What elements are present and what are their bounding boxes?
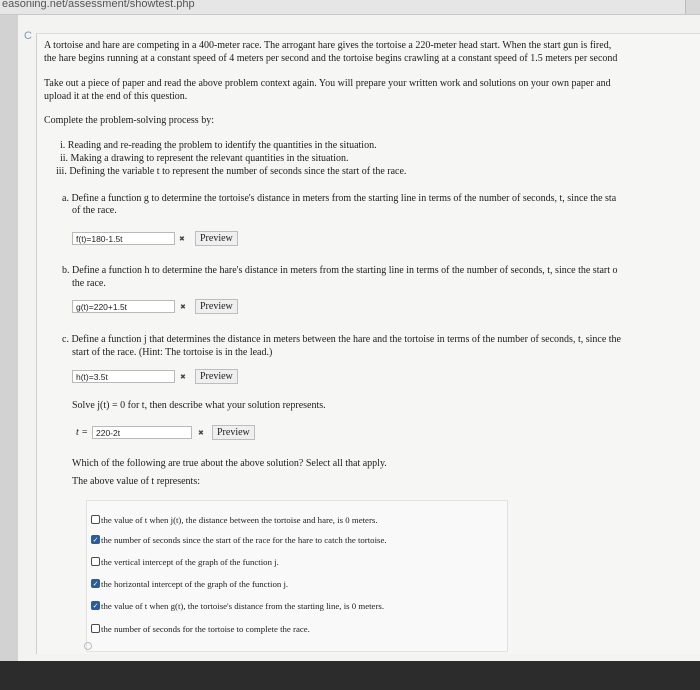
complete-instructions: Complete the problem-solving process by: [44, 115, 214, 126]
part-a-answer-input[interactable]: f(t)=180-1.5t [72, 232, 175, 245]
paper-instructions-line2: upload it at the end of this question. [44, 91, 188, 102]
part-a-incorrect-icon: ✖ [179, 235, 185, 243]
option-6-label[interactable]: the number of seconds for the tortoise to complete the race. [101, 624, 310, 634]
screen-bottom-bezel [0, 661, 700, 690]
represents-label: The above value of t represents: [72, 476, 201, 487]
problem-text-line1: A tortoise and hare are competing in a 400-meter race. The arrogant hare gives the tortoise a 220-meter head start. When the start gun is fired, [44, 40, 612, 51]
option-6-checkbox[interactable] [91, 624, 100, 633]
option-2-label[interactable]: the number of seconds since the start of the race for the hare to catch the tortoise. [101, 535, 387, 545]
problem-text-line2: the hare begins running at a constant speed of 4 meters per second and the tortoise begins crawling at a constant speed of 1.5 meters per second [44, 53, 618, 64]
solve-instructions: Solve j(t) = 0 for t, then describe what your solution represents. [72, 400, 326, 411]
url-text[interactable]: easoning.net/assessment/showtest.php [2, 0, 195, 10]
t-incorrect-icon: ✖ [198, 429, 204, 437]
option-3-label[interactable]: the vertical intercept of the graph of the function j. [101, 557, 279, 567]
part-a-preview-button[interactable]: Preview [195, 231, 238, 246]
step-3: iii. Defining the variable t to represent the number of seconds since the start of the race. [56, 166, 407, 177]
paper-instructions-line1: Take out a piece of paper and read the above problem context again. You will prepare your written work and solutions on your own paper and [44, 78, 611, 89]
browser-url-bar[interactable] [0, 0, 700, 15]
option-3-checkbox[interactable] [91, 557, 100, 566]
t-answer-input[interactable]: 220-2t [92, 426, 192, 439]
tab-edge [685, 0, 700, 14]
part-c-prompt-line1: c. Define a function j that determines the distance in meters between the hare and the tortoise in terms of the number of seconds, t, since the [62, 334, 621, 345]
t-equals-label: t = [76, 427, 89, 438]
check-icon: ✓ [92, 602, 99, 610]
option-4-checkbox[interactable] [91, 579, 100, 588]
part-c-preview-button[interactable]: Preview [195, 369, 238, 384]
part-c-answer-input[interactable]: h(t)=3.5t [72, 370, 175, 383]
option-1-checkbox[interactable] [91, 515, 100, 524]
part-b-prompt-line1: b. Define a function h to determine the hare's distance in meters from the starting line in terms of the number of seconds, t, since the start o [62, 265, 618, 276]
part-a-prompt-line2: of the race. [72, 205, 117, 216]
part-b-incorrect-icon: ✖ [180, 303, 186, 311]
question-reload-icon[interactable]: C [24, 30, 32, 42]
part-b-answer-input[interactable]: g(t)=220+1.5t [72, 300, 175, 313]
option-5-checkbox[interactable] [91, 601, 100, 610]
t-preview-button[interactable]: Preview [212, 425, 255, 440]
option-1-label[interactable]: the value of t when j(t), the distance between the tortoise and hare, is 0 meters. [101, 515, 378, 525]
option-5-label[interactable]: the value of t when g(t), the tortoise's distance from the starting line, is 0 meters. [101, 601, 385, 611]
step-2: ii. Making a drawing to represent the relevant quantities in the situation. [60, 153, 349, 164]
part-b-preview-button[interactable]: Preview [195, 299, 238, 314]
check-icon: ✓ [92, 580, 99, 588]
part-b-prompt-line2: the race. [72, 278, 106, 289]
check-icon: ✓ [92, 536, 99, 544]
part-c-prompt-line2: start of the race. (Hint: The tortoise is in the lead.) [72, 347, 273, 358]
select-all-prompt: Which of the following are true about the above solution? Select all that apply. [72, 458, 387, 469]
option-4-label[interactable]: the horizontal intercept of the graph of the function j. [101, 579, 289, 589]
part-c-incorrect-icon: ✖ [180, 373, 186, 381]
option-2-checkbox[interactable] [91, 535, 100, 544]
left-margin [0, 15, 18, 661]
radio-marker [84, 642, 92, 650]
step-1: i. Reading and re-reading the problem to identify the quantities in the situation. [60, 140, 377, 151]
part-a-prompt-line1: a. Define a function g to determine the tortoise's distance in meters from the starting line in terms of the number of seconds, t, since the sta [62, 193, 617, 204]
